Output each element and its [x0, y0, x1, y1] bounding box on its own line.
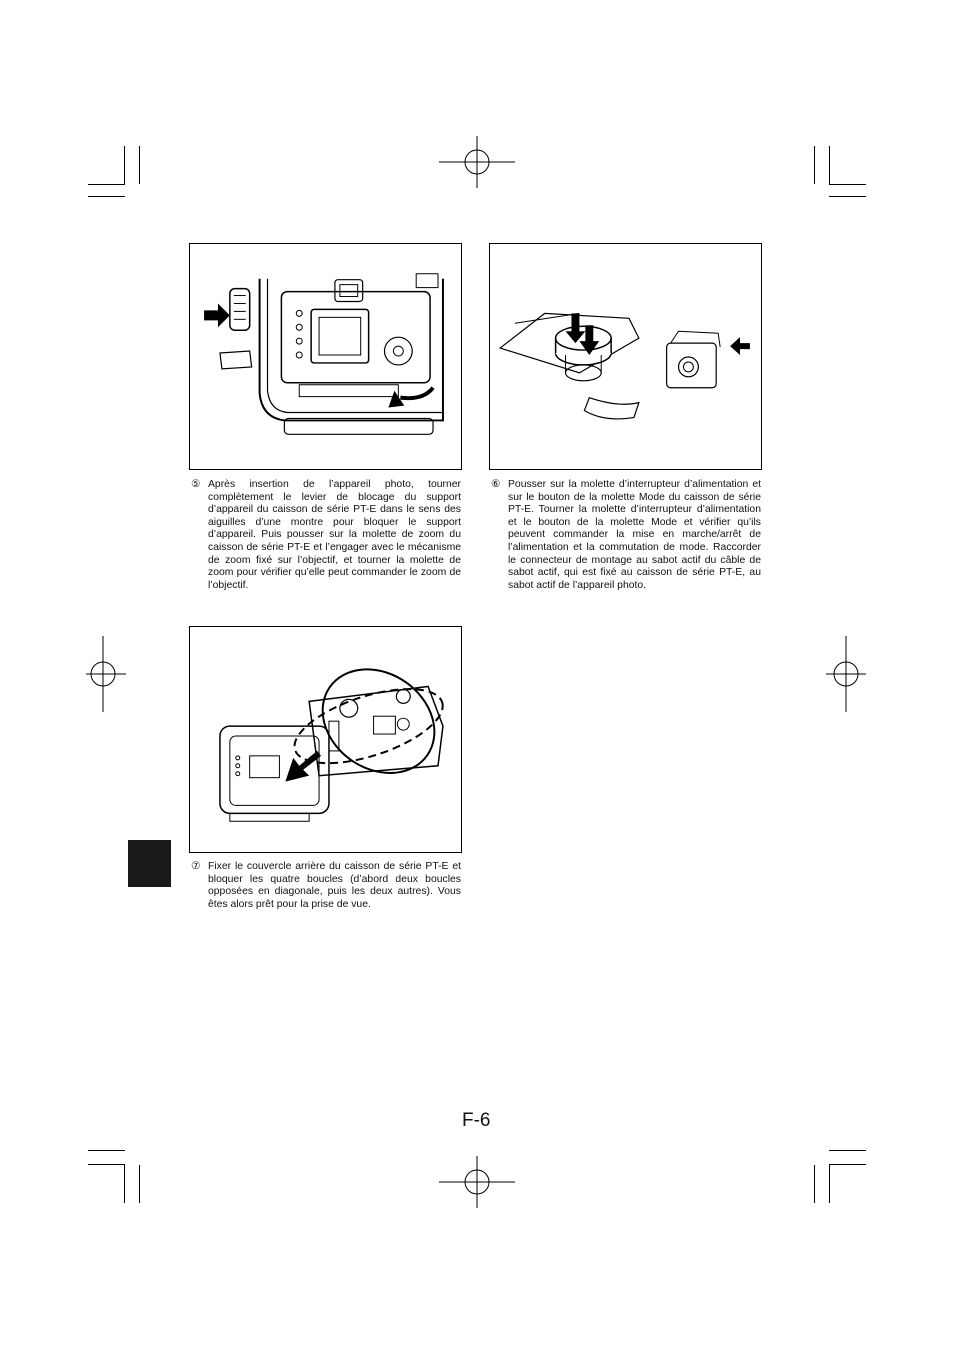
- caption-step6: [491, 479, 761, 592]
- crop-mark: [829, 184, 866, 185]
- crop-mark: [814, 1165, 815, 1203]
- crop-mark: [124, 146, 125, 184]
- registration-mark: [86, 636, 126, 712]
- registration-mark: [439, 1156, 515, 1208]
- step-text: Après insertion de l’appareil photo, tourner complètement le levier de blocage du support d’appareil du caisson de série PT-E dans le sens des aiguilles d’une montre pour bloquer le support d’appareil. Puis pousser sur la molette de zoom du caisson de série PT-E et l’engager avec le mécanisme de zoom fixé sur l’objectif, et tourner la molette de zoom pour vérifier qu’elle peut commander le zoom de l’objectif.: [208, 479, 461, 591]
- step-number: ⑤: [191, 479, 201, 490]
- crop-mark: [139, 146, 140, 184]
- rear-cover-illustration: [190, 627, 461, 852]
- figure-step6: [489, 243, 762, 470]
- crop-mark: [829, 1165, 830, 1203]
- crop-mark: [88, 1150, 125, 1151]
- section-tab: [128, 840, 171, 887]
- caption-step5: [191, 479, 461, 592]
- registration-mark: [439, 136, 515, 188]
- camera-housing-illustration: [190, 244, 461, 469]
- step-number: ⑥: [491, 479, 501, 490]
- registration-mark: [826, 636, 866, 712]
- crop-mark: [124, 1165, 125, 1203]
- crop-mark: [88, 1164, 125, 1165]
- step-text: Fixer le couvercle arrière du caisson de série PT-E et bloquer les quatre boucles (d’abord deux boucles opposées en diagonale, puis les deux autres). Vous êtes alors prêt pour la prise de vue.: [208, 861, 461, 910]
- step-number: ⑦: [191, 861, 201, 872]
- crop-mark: [829, 1150, 866, 1151]
- figure-step7: [189, 626, 462, 853]
- power-switch-illustration: [490, 244, 761, 469]
- crop-mark: [829, 1164, 866, 1165]
- crop-mark: [139, 1165, 140, 1203]
- caption-step7: [191, 861, 461, 911]
- step-text: Pousser sur la molette d’interrupteur d’alimentation et sur le bouton de la molette Mode du caisson de série PT-E. Tourner la molette d’interrupteur d’alimentation et le bouton de la molette Mode et vérifier qu’ils peuvent commander la mise en marche/arrêt de l’alimentation et la commutation de mode. Raccorder le connecteur de montage au sabot actif du câble de sabot actif, qui est fixé au caisson de série PT-E, au sabot actif de l’appareil photo.: [508, 479, 761, 591]
- crop-mark: [829, 196, 866, 197]
- crop-mark: [814, 146, 815, 184]
- crop-mark: [829, 146, 830, 184]
- crop-mark: [88, 184, 125, 185]
- crop-mark: [88, 196, 125, 197]
- figure-step5: [189, 243, 462, 470]
- page-number: F-6: [462, 1110, 491, 1131]
